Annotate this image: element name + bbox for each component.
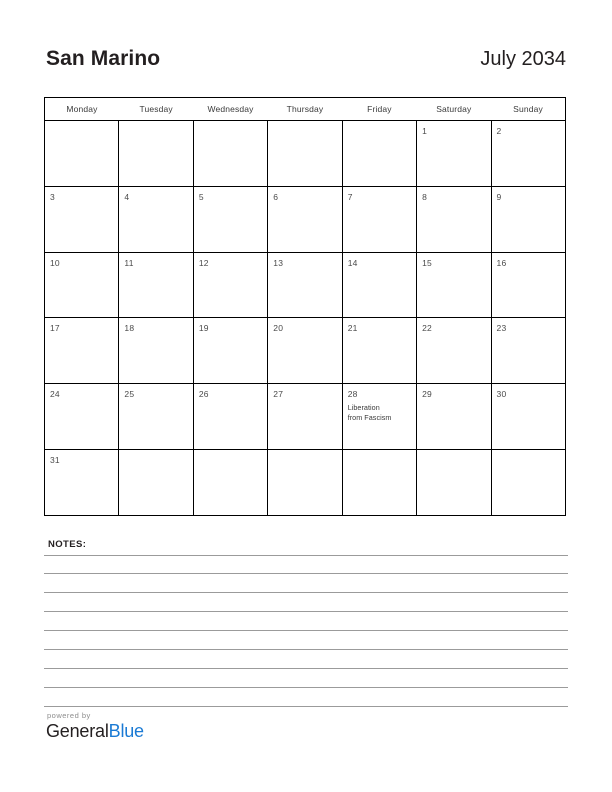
weekday-header-saturday: Saturday	[417, 98, 491, 121]
event-label: Liberation	[347, 402, 380, 412]
month-year-label: July 2034	[480, 48, 566, 70]
calendar-day-cell[interactable]	[268, 384, 342, 450]
calendar-day-cell[interactable]	[491, 318, 565, 384]
calendar-day-cell[interactable]	[268, 252, 342, 318]
calendar-week-row	[45, 186, 566, 252]
day-number: 26	[198, 389, 209, 400]
logo-text-general: General	[46, 720, 109, 741]
calendar-week-row	[45, 384, 566, 450]
calendar-day-cell[interactable]	[417, 186, 491, 252]
calendar-day-cell[interactable]	[491, 186, 565, 252]
day-number: 1	[422, 126, 428, 136]
day-number: 30	[496, 389, 507, 400]
day-number: 22	[422, 323, 432, 334]
calendar-table	[44, 97, 566, 516]
calendar-day-cell[interactable]	[417, 318, 491, 384]
calendar-day-cell[interactable]	[417, 384, 491, 450]
day-number: 6	[273, 191, 279, 202]
calendar-day-cell[interactable]	[342, 252, 416, 318]
weekday-header-tuesday: Tuesday	[119, 98, 193, 121]
notes-line[interactable]	[44, 612, 568, 631]
calendar-day-cell-empty	[342, 449, 416, 515]
day-number: 20	[273, 323, 284, 334]
notes-line[interactable]	[44, 555, 568, 574]
calendar-day-cell[interactable]	[417, 252, 491, 318]
calendar-day-cell[interactable]	[491, 252, 565, 318]
notes-line[interactable]	[44, 631, 568, 650]
powered-by-label: powered by	[47, 711, 91, 720]
notes-line[interactable]	[44, 688, 568, 707]
day-number: 24	[50, 389, 60, 400]
calendar-day-cell-empty	[45, 121, 119, 187]
calendar-day-cell[interactable]	[342, 318, 416, 384]
footer	[46, 712, 296, 742]
notes-label: NOTES:	[48, 539, 87, 550]
calendar-day-cell[interactable]	[268, 318, 342, 384]
calendar-day-cell[interactable]	[193, 384, 267, 450]
day-number: 14	[347, 257, 358, 268]
calendar-day-cell[interactable]	[193, 186, 267, 252]
calendar-day-cell[interactable]	[491, 121, 565, 187]
day-number: 31	[50, 454, 60, 465]
calendar-day-cell[interactable]	[45, 186, 119, 252]
weekday-header-wednesday: Wednesday	[193, 98, 267, 121]
day-number: 15	[422, 257, 432, 268]
calendar-day-cell[interactable]	[45, 252, 119, 318]
calendar-day-cell[interactable]	[45, 318, 119, 384]
calendar-day-cell[interactable]	[45, 449, 119, 515]
day-number: 25	[124, 389, 135, 400]
day-number: 8	[422, 191, 428, 202]
day-number: 5	[198, 191, 204, 202]
day-number: 21	[347, 323, 358, 334]
calendar-day-cell-empty	[268, 121, 342, 187]
calendar-day-cell[interactable]	[417, 121, 491, 187]
calendar-day-cell[interactable]	[119, 186, 193, 252]
day-number: 10	[50, 257, 60, 268]
day-number: 27	[273, 389, 284, 400]
weekday-header-sunday: Sunday	[491, 98, 565, 121]
day-number: 11	[124, 257, 134, 268]
calendar-day-cell-empty	[417, 449, 491, 515]
calendar-day-cell[interactable]	[45, 384, 119, 450]
day-number: 9	[496, 191, 502, 202]
weekday-header-row	[45, 98, 566, 121]
calendar-header-row	[45, 98, 566, 121]
calendar-day-cell[interactable]	[491, 384, 565, 450]
calendar-day-cell[interactable]	[119, 252, 193, 318]
day-number: 18	[124, 323, 135, 334]
calendar-day-cell[interactable]	[119, 318, 193, 384]
day-number: 13	[273, 257, 284, 268]
calendar-day-cell-empty	[491, 449, 565, 515]
notes-line[interactable]	[44, 650, 568, 669]
notes-line[interactable]	[44, 574, 568, 593]
page-title: San Marino	[46, 47, 161, 70]
day-events	[343, 399, 416, 423]
calendar-grid-container	[44, 97, 566, 516]
calendar-week-row	[45, 318, 566, 384]
calendar-day-cell-empty	[342, 121, 416, 187]
day-number: 29	[422, 389, 432, 400]
day-number: 4	[124, 191, 130, 202]
calendar-day-cell-empty	[268, 449, 342, 515]
calendar-day-cell[interactable]	[193, 318, 267, 384]
day-number: 7	[347, 191, 353, 202]
calendar-day-cell[interactable]	[342, 186, 416, 252]
day-number: 16	[496, 257, 507, 268]
calendar-day-cell[interactable]	[193, 252, 267, 318]
day-number: 2	[496, 126, 502, 136]
calendar-day-cell[interactable]	[119, 384, 193, 450]
calendar-week-row	[45, 121, 566, 187]
event-label: from Fascism	[347, 412, 392, 422]
day-number: 17	[50, 323, 60, 334]
notes-section	[44, 540, 568, 707]
day-number: 12	[198, 257, 209, 268]
calendar-day-cell-empty	[119, 121, 193, 187]
weekday-header-friday: Friday	[342, 98, 416, 121]
logo-text-blue: Blue	[108, 720, 144, 741]
calendar-body	[45, 121, 566, 516]
calendar-week-row	[45, 252, 566, 318]
weekday-header-thursday: Thursday	[268, 98, 342, 121]
calendar-day-cell-empty	[119, 449, 193, 515]
notes-line[interactable]	[44, 593, 568, 612]
calendar-day-cell[interactable]	[268, 186, 342, 252]
weekday-header-monday: Monday	[45, 98, 119, 121]
day-number: 3	[50, 191, 55, 202]
calendar-week-row	[45, 449, 566, 515]
calendar-day-cell-empty	[193, 449, 267, 515]
notes-line[interactable]	[44, 669, 568, 688]
day-number: 28	[347, 389, 358, 400]
notes-lines	[44, 555, 568, 707]
calendar-day-cell-empty	[193, 121, 267, 187]
page-header	[46, 48, 566, 82]
generalblue-logo[interactable]	[46, 720, 296, 743]
day-number: 23	[496, 323, 507, 334]
calendar-day-cell[interactable]	[342, 384, 416, 450]
day-number: 19	[198, 323, 209, 334]
